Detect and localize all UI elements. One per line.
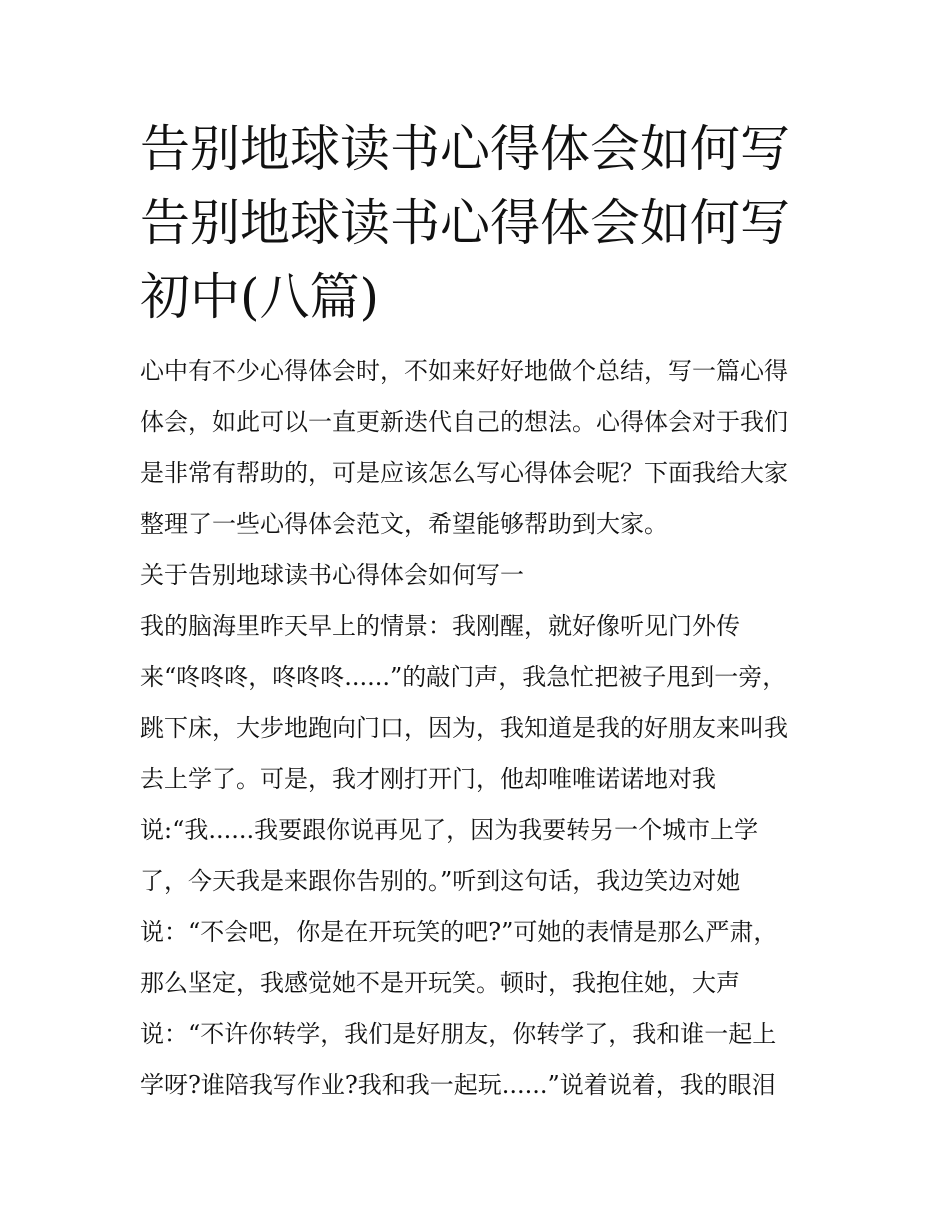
document-page (140, 112, 820, 1111)
body-line: 我的脑海里昨天早上的情景：我刚醒，就好像听见门外传 (140, 612, 740, 640)
body-line: 跳下床，大步地跑向门口，因为，我知道是我的好朋友来叫我 (140, 714, 788, 742)
body-line: 学呀?谁陪我写作业?我和我一起玩......”说着说着，我的眼泪 (140, 1071, 776, 1099)
body-line: 说:“我......我要跟你说再见了，因为我要转另一个城市上学 (140, 816, 759, 844)
title-line: 告别地球读书心得体会如何写 (140, 120, 790, 178)
body-line: 说：“不会吧，你是在开玩笑的吧?”可她的表情是那么严肃， (140, 918, 778, 946)
body-line: 去上学了。可是，我才刚打开门，他却唯唯诺诺地对我 (140, 765, 716, 793)
title-line: 告别地球读书心得体会如何写 (140, 194, 790, 252)
document-body (140, 346, 820, 1111)
section-heading: 关于告别地球读书心得体会如何写一 (140, 561, 524, 589)
body-line: 来“咚咚咚，咚咚咚......”的敲门声，我急忙把被子甩到一旁， (140, 663, 787, 691)
body-line: 整理了一些心得体会范文，希望能够帮助到大家。 (140, 510, 668, 538)
body-line: 体会，如此可以一直更新迭代自己的想法。心得体会对于我们 (140, 408, 788, 436)
title-line: 初中(八篇) (140, 268, 380, 326)
body-line: 心中有不少心得体会时，不如来好好地做个总结，写一篇心得 (140, 357, 788, 385)
body-line: 了，今天我是来跟你告别的。”听到这句话，我边笑边对她 (140, 867, 741, 895)
body-line: 那么坚定，我感觉她不是开玩笑。顿时，我抱住她，大声 (140, 969, 740, 997)
body-line: 是非常有帮助的，可是应该怎么写心得体会呢？下面我给大家 (140, 459, 788, 487)
body-line: 说：“不许你转学，我们是好朋友，你转学了，我和谁一起上 (140, 1020, 777, 1048)
document-title (140, 112, 820, 334)
